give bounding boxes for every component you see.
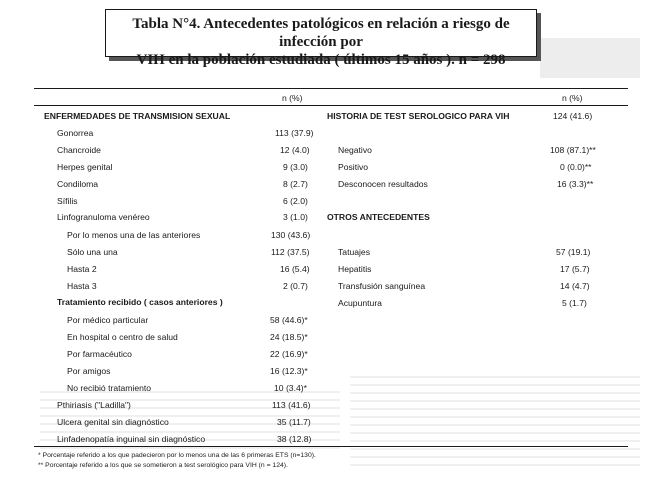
section-test-vih: HISTORIA DE TEST SEROLOGICO PARA VIH [327, 111, 510, 121]
row-value: 0 (0.0)** [560, 162, 592, 172]
row-label: Hepatitis [338, 264, 372, 274]
row-value: 5 (1.7) [562, 298, 587, 308]
row-value: 17 (5.7) [560, 264, 590, 274]
row-value: 10 (3.4)* [274, 383, 307, 393]
row-value: 57 (19.1) [556, 247, 591, 257]
row-value: 12 (4.0) [280, 145, 310, 155]
row-value: 22 (16.9)* [270, 349, 308, 359]
row-label: Transfusión sanguínea [338, 281, 426, 291]
row-value: 112 (37.5) [271, 247, 310, 257]
section-ets: ENFERMEDADES DE TRANSMISION SEXUAL [44, 111, 231, 121]
row-value: 8 (2.7) [283, 179, 308, 189]
row-value: 108 (87.1)** [550, 145, 596, 155]
row-label: En hospital o centro de salud [67, 332, 178, 342]
row-value: 9 (3.0) [283, 162, 308, 172]
row-value: 16 (12.3)* [270, 366, 308, 376]
title-line-2: VIH en la población estudiada ( últimos 15 años ). n = 298 [136, 52, 506, 68]
bleed-through [540, 38, 640, 78]
footnote-2: ** Porcentaje referido a los que se sometieron a test serológico para VIH (n = 124). [38, 462, 288, 469]
row-label: Condiloma [57, 179, 99, 189]
section-otros: OTROS ANTECEDENTES [327, 212, 430, 222]
bottom-rule [34, 446, 628, 447]
row-value: 16 (3.3)** [557, 179, 594, 189]
subsection-tratamiento: Tratamiento recibido ( casos anteriores ) [57, 297, 223, 307]
row-label: Pthiriasis ("Ladilla") [57, 400, 131, 410]
row-label: Sólo una una [67, 247, 118, 257]
row-label: No recibió tratamiento [67, 383, 152, 393]
row-value: 24 (18.5)* [270, 332, 308, 342]
section-test-vih-value: 124 (41.6) [553, 111, 593, 121]
row-value: 2 (0.7) [283, 281, 308, 291]
row-value: 35 (11.7) [277, 417, 311, 427]
row-label: Hasta 2 [67, 264, 97, 274]
row-label: Ulcera genital sin diagnóstico [57, 417, 169, 427]
row-value: 6 (2.0) [283, 196, 308, 206]
row-label: Por médico particular [67, 315, 149, 325]
table-title [105, 9, 537, 68]
bleed-through [350, 370, 640, 470]
row-label: Sífilis [57, 196, 78, 206]
row-value: 38 (12.8) [277, 434, 312, 444]
row-label: Tatuajes [338, 247, 371, 257]
row-value: 3 (1.0) [283, 212, 308, 222]
header-left-n: n (%) [282, 93, 303, 103]
row-label: Por amigos [67, 366, 111, 376]
row-label: Chancroide [57, 145, 101, 155]
row-label: Por lo menos una de las anteriores [67, 230, 201, 240]
row-label: Desconocen resultados [338, 179, 428, 189]
row-label: Linfogranuloma venéreo [57, 212, 150, 222]
row-label: Gonorrea [57, 128, 94, 138]
row-value: 113 (41.6) [272, 400, 311, 410]
row-value: 58 (44.6)* [270, 315, 308, 325]
row-label: Herpes genital [57, 162, 113, 172]
row-value: 16 (5.4) [280, 264, 310, 274]
header-rule [34, 105, 628, 106]
row-label: Linfadenopatía inguinal sin diagnóstico [57, 434, 206, 444]
row-label: Acupuntura [338, 298, 382, 308]
title-line-1: Tabla N°4. Antecedentes patológicos en relación a riesgo de infección por [132, 16, 510, 50]
top-rule [34, 88, 628, 89]
row-value: 14 (4.7) [560, 281, 590, 291]
header-right-n: n (%) [562, 93, 583, 103]
row-label: Por farmacéutico [67, 349, 132, 359]
row-label: Hasta 3 [67, 281, 97, 291]
row-value: 130 (43.6) [271, 230, 311, 240]
row-label: Positivo [338, 162, 369, 172]
row-label: Negativo [338, 145, 372, 155]
footnote-1: * Porcentaje referido a los que padecieron por lo menos una de las 6 primeras ETS (n=130). [38, 452, 316, 459]
row-value: 113 (37.9) [275, 128, 314, 138]
